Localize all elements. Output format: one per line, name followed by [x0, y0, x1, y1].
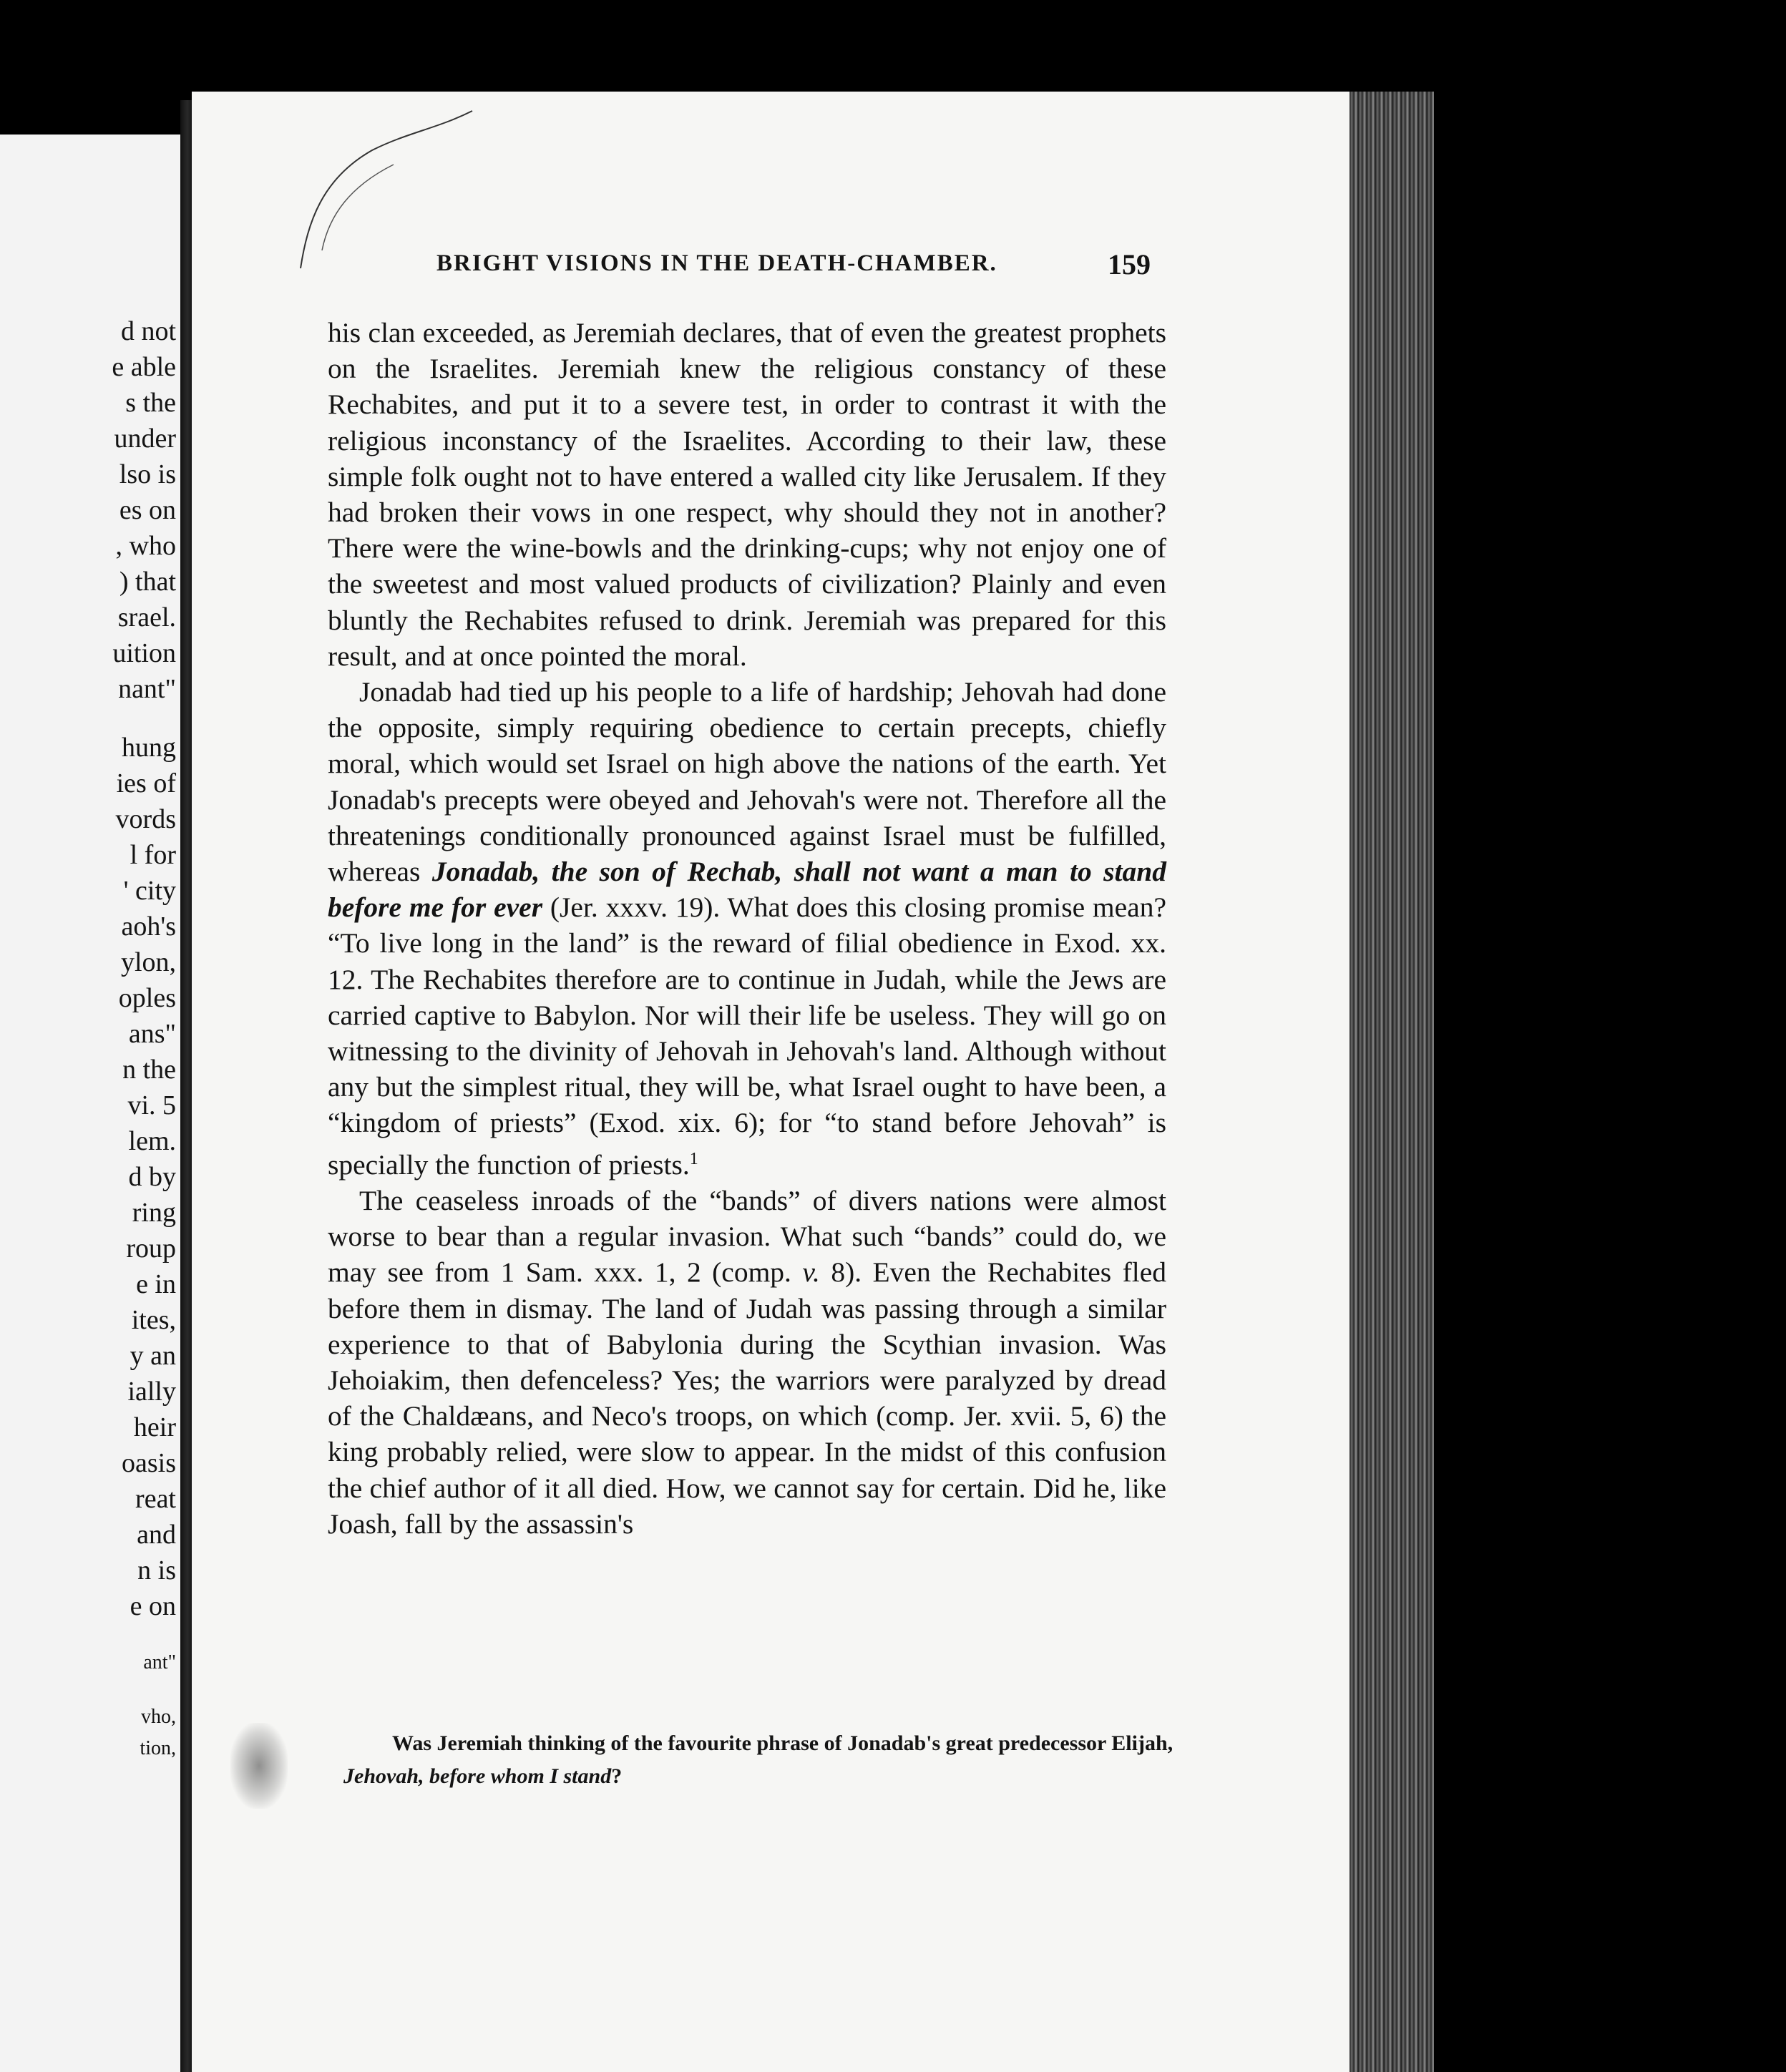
facing-page-line: vho,	[141, 1706, 176, 1728]
facing-page-line: ites,	[131, 1305, 176, 1335]
facing-page-line: es on	[119, 495, 176, 525]
paragraph-text: 8). Even the Rechabites fled before them in dismay. The land of Judah was passing through a similar experience to that of Babylonia during the Scythian invasion. Was Jehoiakim, then defenceless? Yes; the warriors were paralyzed by dread of the Chaldæans, and Neco's troops, on which (comp. Jer. xvii. 5, 6) the king probably relied, were slow to appear. In the midst of this confusion the chief author of it all died. How, we cannot say for certain. Did he, like Joash, fall by the assassin's	[328, 1256, 1167, 1540]
facing-page-line: reat	[135, 1484, 176, 1514]
paper-curl-mark	[293, 107, 479, 272]
paragraph-text: Jonadab had tied up his people to a life of hardship; Jehovah had done the opposite, simply requiring obedience to certain precepts, chiefly moral, which would set Israel on high above the nations of the earth. Yet Jonadab's precepts were obeyed and Jehovah's were not. Therefore all the threatenings conditionally pronounced against Israel must be fulfilled, whereas	[328, 676, 1166, 888]
paragraph-1	[328, 315, 1166, 674]
facing-page-line: d by	[128, 1162, 176, 1192]
facing-page-line: y an	[130, 1341, 176, 1371]
facing-page-line: ially	[127, 1377, 176, 1407]
facing-page-line: l for	[130, 840, 176, 870]
paragraph-3	[328, 1183, 1166, 1542]
facing-page-line: e able	[112, 352, 176, 382]
verse-abbrev: v.	[802, 1256, 820, 1289]
facing-page-line: ring	[132, 1198, 176, 1228]
facing-page-line: vi. 5	[127, 1090, 176, 1120]
facing-page-line: under	[114, 424, 176, 454]
facing-page-line: vords	[115, 804, 176, 834]
facing-page-line: srael.	[117, 602, 176, 632]
facing-page-line: oasis	[122, 1448, 176, 1478]
facing-page-line: n the	[122, 1055, 176, 1085]
footnote-text: Was Jeremiah thinking of the favourite phrase of Jonadab's great predecessor Elijah,	[392, 1731, 1173, 1755]
paragraph-text: (Jer. xxxv. 19). What does this closing promise mean? “To live long in the land” is the reward of filial obedience in Exod. xx. 12. The Rechabites therefore are to continue in Judah, while the Jews are carried captive to Babylon. Nor will their life be useless. They will go on witnessing to the divinity of Jehovah in Jehovah's land. Although without any but the simplest ritual, they will be, what Israel ought to have been, a “kingdom of priests” (Exod. xix. 6); for “to stand before Jehovah” is specially the function of priests.	[328, 891, 1166, 1181]
footnote-quote: Jehovah, before whom I stand	[343, 1764, 612, 1788]
facing-page-line: aoh's	[121, 912, 176, 942]
facing-page-line: ' city	[123, 876, 176, 906]
facing-page-line: s the	[125, 388, 176, 418]
facing-page-line: ) that	[119, 567, 176, 597]
facing-page-line: lso is	[119, 459, 176, 489]
facing-page-line: ant"	[143, 1651, 176, 1673]
facing-page-line: uition	[112, 638, 176, 668]
facing-page-line: lem.	[128, 1126, 176, 1156]
page-number: 159	[1108, 248, 1151, 280]
paragraph-2	[328, 674, 1166, 1183]
facing-page-line: ies of	[116, 768, 176, 798]
facing-page-line: d not	[120, 316, 176, 346]
facing-page-line: hung	[122, 733, 176, 763]
facing-page-line: heir	[133, 1412, 176, 1442]
facing-page-line: oples	[118, 983, 176, 1013]
facing-page-line-ends	[112, 313, 176, 1764]
facing-page-line: , who	[115, 531, 176, 561]
facing-page-line: nant"	[118, 674, 176, 704]
footnote	[343, 1727, 1179, 1793]
footnote-marker: 1	[689, 1149, 698, 1168]
facing-page-line: tion,	[140, 1737, 176, 1759]
footnote-end: ?	[611, 1764, 623, 1788]
page-edges	[1350, 92, 1434, 2072]
facing-page-line: roup	[126, 1233, 176, 1264]
paragraph-text: The ceaseless inroads of the “bands” of divers nations were almost worse to bear than a regular invasion. What such “bands” could do, we may see from 1 Sam. xxx. 1, 2 (comp.	[328, 1185, 1166, 1289]
body-text	[328, 315, 1166, 1542]
facing-page-line: and	[137, 1520, 176, 1550]
facing-page-line: n is	[137, 1555, 176, 1585]
ink-smudge	[230, 1723, 288, 1809]
running-head: BRIGHT VISIONS IN THE DEATH-CHAMBER.	[436, 250, 997, 276]
scripture-quote: Jonadab, the son of Rechab, shall not want a man to stand before me for ever	[328, 856, 1166, 924]
facing-page-line: e on	[130, 1591, 176, 1621]
facing-page-line: e in	[136, 1269, 176, 1299]
paragraph-text: his clan exceeded, as Jeremiah declares, that of even the greatest prophets on the Israelites. Jeremiah knew the religious constancy of these Rechabites, and put it to a severe test, in order to contrast it with the religious inconstancy of the Israelites. According to their law, these simple folk ought not to have entered a walled city like Jerusalem. If they had broken their vows in one respect, why should they not in another? There were the wine-bowls and the drinking-cups; why not enjoy one of the sweetest and most valued products of civilization? Plainly and even bluntly the Rechabites refused to drink. Jeremiah was prepared for this result, and at once pointed the moral.	[328, 317, 1166, 672]
facing-page-line: ans"	[128, 1019, 176, 1049]
facing-page-line: ylon,	[120, 947, 176, 977]
facing-page-fragment	[0, 135, 180, 2072]
